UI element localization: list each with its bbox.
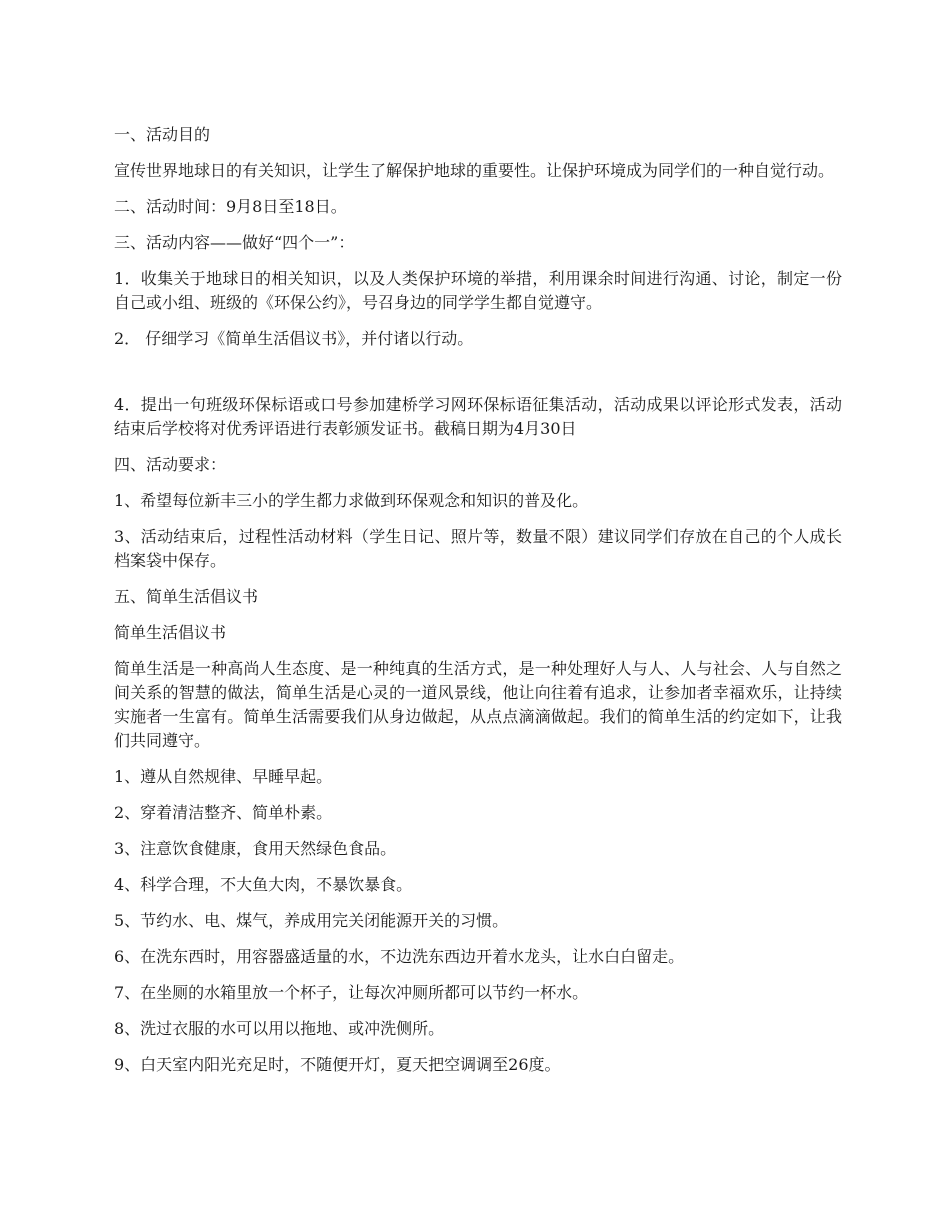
list-item-rule-6: 6、在洗东西时，用容器盛适量的水，不边洗东西边开着水龙头，让水白白留走。 <box>114 947 685 966</box>
list-item-content-4: 4．提出一句班级环保标语或口号参加建桥学习网环保标语征集活动，活动成果以评论形式发表，活动结束后学校将对优秀评语进行表彰颁发证书。截稿日期为4月30日 <box>114 395 842 438</box>
list-item-requirement-3: 3、活动结束后，过程性活动材料（学生日记、照片等，数量不限）建议同学们存放在自己的个人成长档案袋中保存。 <box>114 527 842 570</box>
list-item-rule-7: 7、在坐厕的水箱里放一个杯子，让每次冲厕所都可以节约一杯水。 <box>114 983 589 1002</box>
list-item-requirement-1: 1、希望每位新丰三小的学生都力求做到环保观念和知识的普及化。 <box>114 491 589 510</box>
list-item-rule-4: 4、科学合理，不大鱼大肉，不暴饮暴食。 <box>114 875 413 894</box>
section-heading-time: 二、活动时间：9月8日至18日。 <box>114 197 347 216</box>
list-item-content-1: 1．收集关于地球日的相关知识，以及人类保护环境的举措，利用课余时间进行沟通、讨论，制定一份自己或小组、班级的《环保公约》，号召身边的同学学生都自觉遵守。 <box>114 269 842 312</box>
list-item-rule-1: 1、遵从自然规律、早睡早起。 <box>114 767 333 786</box>
section-heading-requirements: 四、活动要求： <box>114 455 227 474</box>
blank-paragraph <box>114 363 842 393</box>
section-heading-content: 三、活动内容——做好“四个一”： <box>114 233 355 252</box>
list-item-rule-5: 5、节约水、电、煤气，养成用完关闭能源开关的习惯。 <box>114 911 509 930</box>
proposal-title: 简单生活倡议书 <box>114 623 227 642</box>
list-item-rule-2: 2、穿着清洁整齐、简单朴素。 <box>114 803 333 822</box>
list-item-rule-3: 3、注意饮食健康，食用天然绿色食品。 <box>114 839 397 858</box>
section-heading-proposal: 五、简单生活倡议书 <box>114 587 259 606</box>
paragraph-proposal-intro: 简单生活是一种高尚人生态度、是一种纯真的生活方式，是一种处理好人与人、人与社会、人与自然之间关系的智慧的做法，简单生活是心灵的一道风景线，他让向往着有追求，让参加者幸福欢乐，让持续实施者一生富有。简单生活需要我们从身边做起，从点点滴滴做起。我们的简单生活的约定如下，让我们共同遵守。 <box>114 659 842 750</box>
section-heading-purpose: 一、活动目的 <box>114 125 211 144</box>
paragraph-purpose: 宣传世界地球日的有关知识，让学生了解保护地球的重要性。让保护环境成为同学们的一种自觉行动。 <box>114 161 835 180</box>
list-item-rule-8: 8、洗过衣服的水可以用以拖地、或冲洗侧所。 <box>114 1019 445 1038</box>
document-body <box>114 123 842 1089</box>
list-item-content-2: 2． 仔细学习《简单生活倡议书》，并付诸以行动。 <box>114 329 474 348</box>
list-item-rule-9: 9、白天室内阳光充足时，不随便开灯，夏天把空调调至26度。 <box>114 1055 561 1074</box>
